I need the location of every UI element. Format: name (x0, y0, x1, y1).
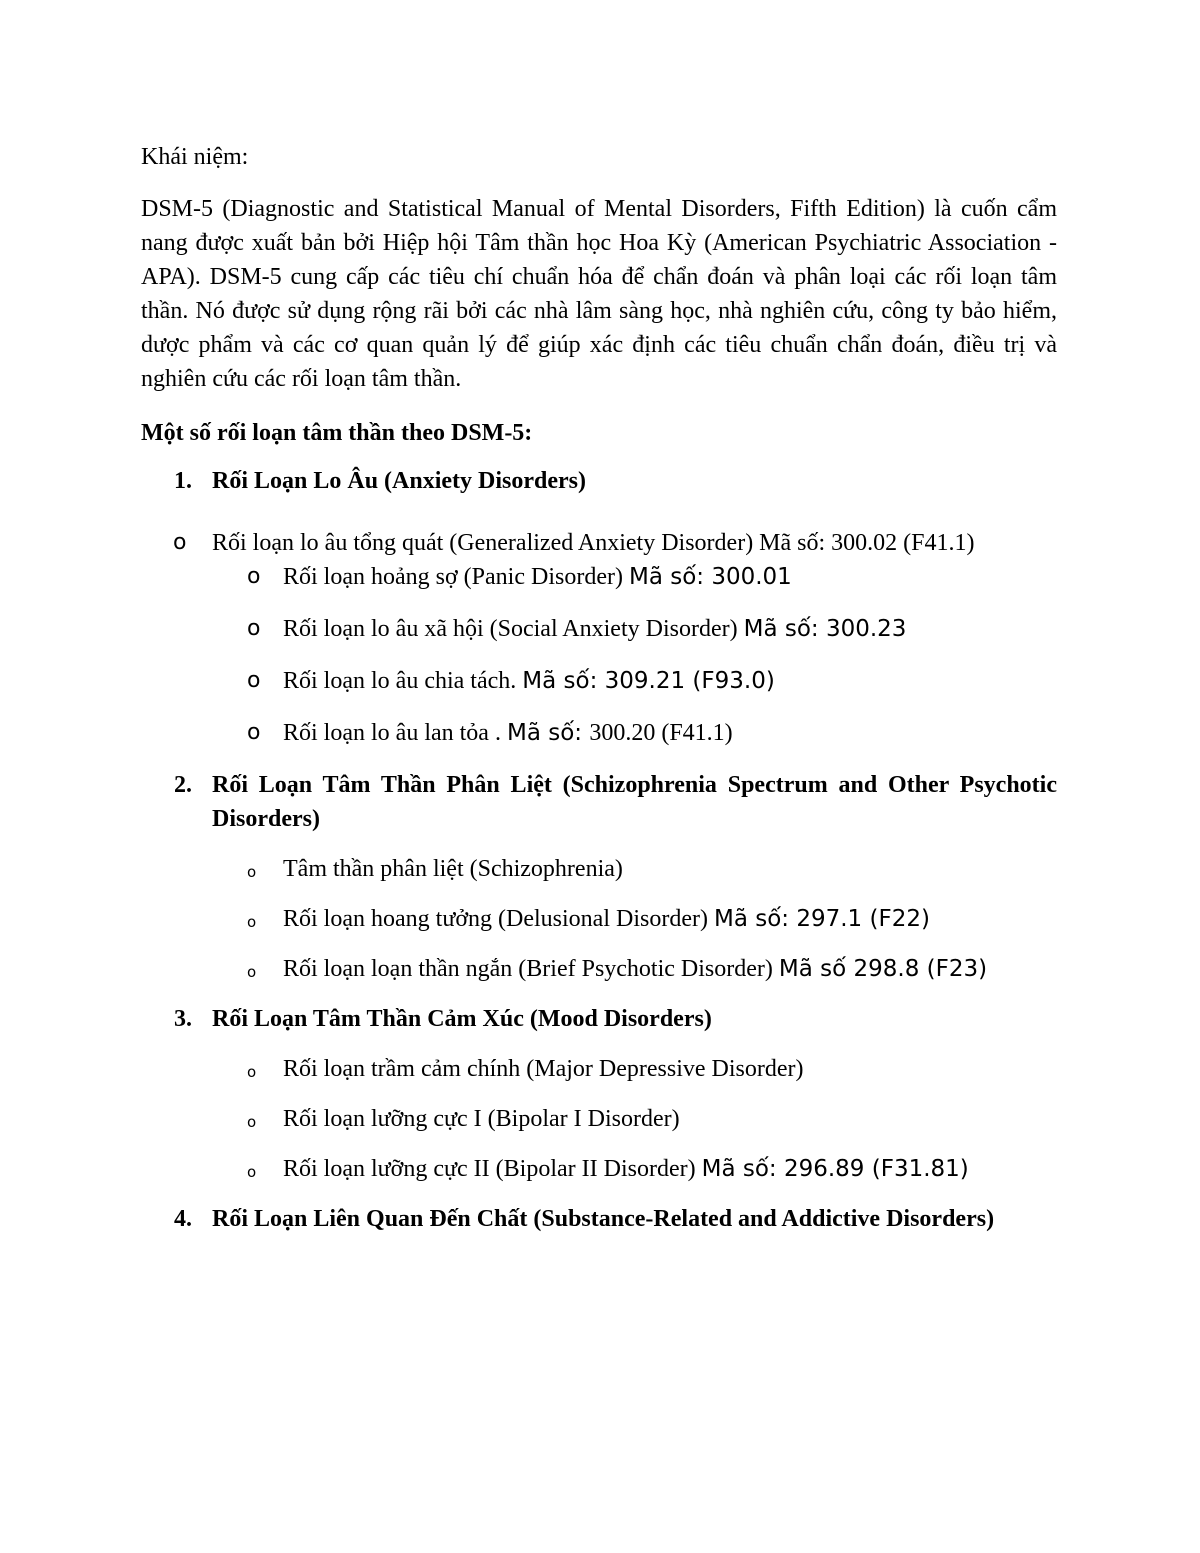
item-code: Mã số: 297.1 (F22) (713, 906, 930, 932)
circle-bullet-icon: o (247, 913, 257, 931)
circle-bullet-icon: o (247, 1163, 257, 1181)
item-text: Rối loạn lưỡng cực I (Bipolar I Disorder) (283, 1106, 680, 1132)
item-code: Mã số: 309.21 (F93.0) (522, 668, 775, 694)
item-text: Tâm thần phân liệt (Schizophrenia) (283, 856, 623, 882)
item-code-value: 300.20 (F41.1) (589, 720, 733, 746)
circle-bullet-icon: o (247, 963, 257, 981)
circle-bullet-icon: o (247, 1063, 257, 1081)
list-number: 1. (174, 468, 192, 494)
circle-bullet-icon: o (173, 530, 187, 555)
item-code: Mã số: 296.89 (F31.81) (701, 1156, 969, 1182)
item-text: Rối loạn hoảng sợ (Panic Disorder) (283, 564, 629, 590)
list-item (141, 902, 1057, 936)
document-page (141, 140, 1057, 1236)
item-text: Rối loạn lo âu tổng quát (Generalized Anxiety Disorder) Mã số: 300.02 (F41.1) (212, 530, 975, 556)
item-text: Rối loạn loạn thần ngắn (Brief Psychotic Disorder) (283, 956, 779, 982)
category-heading (141, 1202, 1057, 1236)
concept-label: Khái niệm: (141, 144, 249, 170)
category-title: Rối Loạn Lo Âu (Anxiety Disorders) (212, 468, 587, 494)
list-number: 2. (174, 772, 192, 798)
item-text: Rối loạn lo âu lan tỏa . (283, 720, 507, 746)
list-item (141, 1102, 1057, 1136)
list-item (141, 716, 1057, 750)
list-item (141, 952, 1057, 986)
item-code: Mã số 298.8 (F23) (778, 956, 988, 982)
circle-bullet-icon: o (247, 863, 257, 881)
section-heading: Một số rối loạn tâm thần theo DSM-5: (141, 420, 533, 446)
list-item (141, 664, 1057, 698)
category-title: Rối Loạn Liên Quan Đến Chất (Substance-Related and Addictive Disorders) (212, 1206, 995, 1232)
list-item (141, 1152, 1057, 1186)
item-code (507, 720, 733, 746)
list-item (141, 526, 1057, 560)
item-text: Rối loạn lo âu chia tách. (283, 668, 523, 694)
category-heading (141, 464, 1057, 498)
list-number: 3. (174, 1006, 192, 1032)
list-item (141, 1052, 1057, 1086)
category-title: Rối Loạn Tâm Thần Phân Liệt (Schizophrenia Spectrum and Other Psychotic Disorders) (212, 772, 1057, 832)
item-text: Rối loạn hoang tưởng (Delusional Disorder) (283, 906, 714, 932)
item-text: Rối loạn lo âu xã hội (Social Anxiety Disorder) (283, 616, 744, 642)
circle-bullet-icon: o (247, 564, 261, 589)
list-number: 4. (174, 1206, 192, 1232)
list-item (141, 852, 1057, 886)
intro-paragraph: DSM-5 (Diagnostic and Statistical Manual of Mental Disorders, Fifth Edition) là cuốn cẩm nang được xuất bản bởi Hiệp hội Tâm thần học Hoa Kỳ (American Psychiatric Association - APA). DSM-5 cung cấp các tiêu chí chuẩn hóa để chẩn đoán và phân loại các rối loạn tâm thần. Nó được sử dụng rộng rãi bởi các nhà lâm sàng học, nhà nghiên cứu, công ty bảo hiểm, dược phẩm và các cơ quan quản lý để giúp xác định các tiêu chuẩn chẩn đoán, điều trị và nghiên cứu các rối loạn tâm thần. (141, 196, 1057, 392)
circle-bullet-icon: o (247, 720, 261, 745)
item-code: Mã số: 300.01 (628, 564, 792, 590)
category-heading (141, 768, 1057, 836)
item-text: Rối loạn trầm cảm chính (Major Depressive Disorder) (283, 1056, 804, 1082)
category-heading (141, 1002, 1057, 1036)
list-item (141, 612, 1057, 646)
category-title: Rối Loạn Tâm Thần Cảm Xúc (Mood Disorders) (212, 1006, 712, 1032)
list-item (141, 560, 1057, 594)
circle-bullet-icon: o (247, 668, 261, 693)
circle-bullet-icon: o (247, 1113, 257, 1131)
circle-bullet-icon: o (247, 616, 261, 641)
item-code-label: Mã số: (506, 720, 590, 746)
item-code: Mã số: 300.23 (743, 616, 907, 642)
item-text: Rối loạn lưỡng cực II (Bipolar II Disorder) (283, 1156, 702, 1182)
